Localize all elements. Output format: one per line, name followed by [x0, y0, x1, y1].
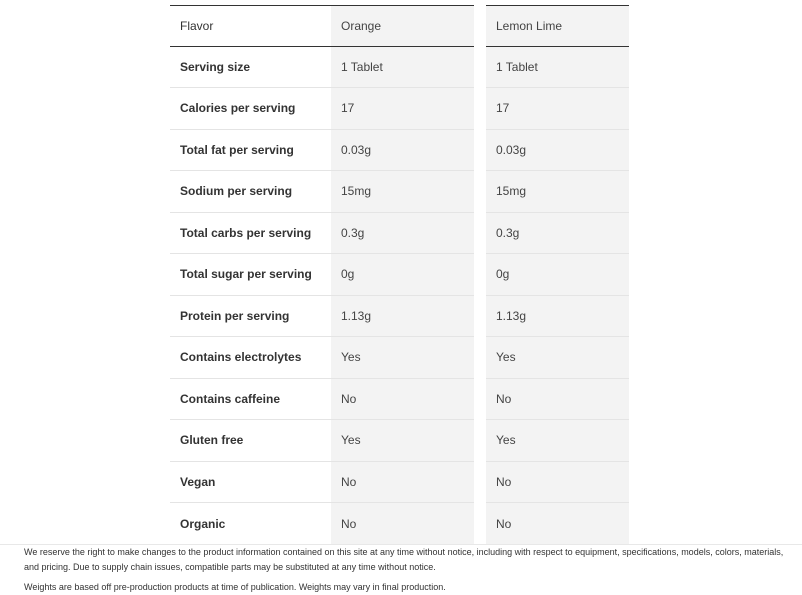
row-value-lemon-lime: 1 Tablet — [486, 47, 629, 89]
row-label: Calories per serving — [170, 88, 331, 130]
row-label: Sodium per serving — [170, 171, 331, 213]
row-value-orange: Yes — [331, 337, 474, 379]
row-value-lemon-lime: 17 — [486, 88, 629, 130]
row-value-lemon-lime: 0.03g — [486, 130, 629, 172]
row-label: Total fat per serving — [170, 130, 331, 172]
row-label: Gluten free — [170, 420, 331, 462]
table-row — [170, 420, 673, 462]
table-row — [170, 171, 673, 213]
row-value-orange: 1.13g — [331, 296, 474, 338]
row-label: Total carbs per serving — [170, 213, 331, 255]
row-value-lemon-lime: 15mg — [486, 171, 629, 213]
table-header-row — [170, 5, 673, 47]
row-label: Vegan — [170, 462, 331, 504]
row-value-orange: 15mg — [331, 171, 474, 213]
header-col-orange: Orange — [331, 5, 474, 47]
row-value-lemon-lime: 0g — [486, 254, 629, 296]
row-value-lemon-lime: 0.3g — [486, 213, 629, 255]
header-col-lemon-lime: Lemon Lime — [486, 5, 629, 47]
table-row — [170, 47, 673, 89]
row-label: Contains caffeine — [170, 379, 331, 421]
table-row — [170, 130, 673, 172]
weights-note: Weights are based off pre-production products at time of publication. Weights may vary in final production. — [24, 582, 446, 592]
row-value-orange: 0.03g — [331, 130, 474, 172]
row-value-orange: No — [331, 379, 474, 421]
row-value-orange: Yes — [331, 420, 474, 462]
row-label: Protein per serving — [170, 296, 331, 338]
row-label: Total sugar per serving — [170, 254, 331, 296]
table-row — [170, 213, 673, 255]
row-value-lemon-lime: Yes — [486, 337, 629, 379]
row-label: Serving size — [170, 47, 331, 89]
row-label: Organic — [180, 516, 226, 531]
table-row — [170, 88, 673, 130]
row-value-lemon-lime: No — [486, 503, 629, 545]
row-value-orange: 0g — [331, 254, 474, 296]
table-row — [170, 379, 673, 421]
row-value-lemon-lime: No — [486, 462, 629, 504]
table-row — [170, 462, 673, 504]
row-value-orange: 1 Tablet — [331, 47, 474, 89]
row-label: Contains electrolytes — [170, 337, 331, 379]
row-value-lemon-lime: 1.13g — [486, 296, 629, 338]
row-value-orange: No — [331, 503, 474, 545]
row-value-lemon-lime: No — [486, 379, 629, 421]
table-row — [170, 503, 673, 545]
table-row — [170, 254, 673, 296]
spec-table — [170, 5, 673, 545]
row-value-orange: No — [331, 462, 474, 504]
legal-disclaimer: We reserve the right to make changes to the product information contained on this site at any time without notice, including with respect to equipment, specifications, models, colors, materials, and pricing. Due to supply chain issues, compatible parts may be substituted at any time without notice. — [24, 547, 784, 572]
row-value-lemon-lime: Yes — [486, 420, 629, 462]
row-value-orange: 17 — [331, 88, 474, 130]
table-row — [170, 337, 673, 379]
header-label: Flavor — [170, 5, 331, 47]
table-row — [170, 296, 673, 338]
row-value-orange: 0.3g — [331, 213, 474, 255]
